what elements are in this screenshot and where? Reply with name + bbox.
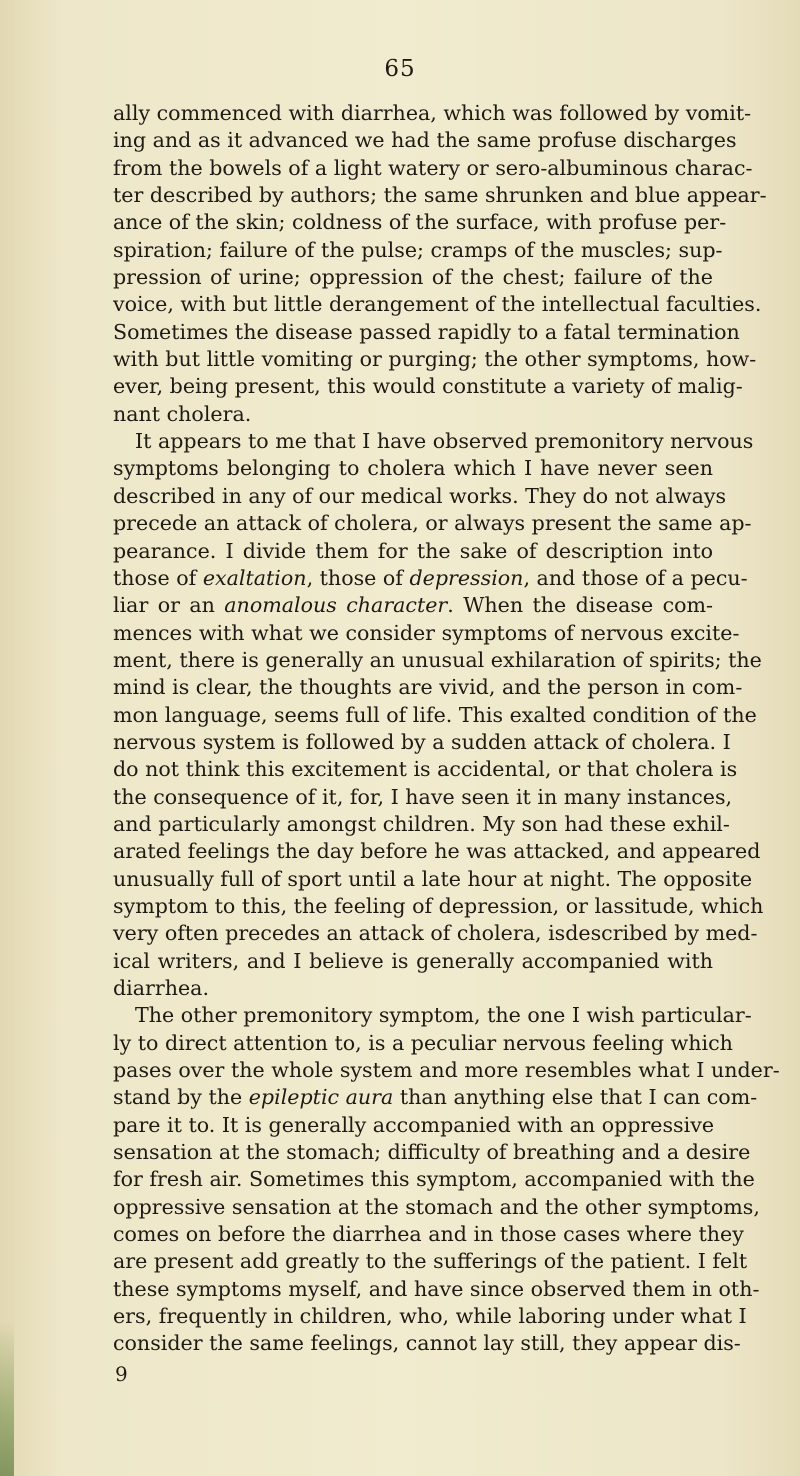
text-line: ing and as it advanced we had the same profuse discharges — [113, 128, 737, 153]
body-text — [113, 100, 780, 1358]
text-line: nervous system is followed by a sudden attack of cholera. I — [113, 729, 731, 754]
text-line: diarrhea. — [113, 976, 210, 1000]
text-line: symptom to this, the feeling of depression, or lassitude, which — [113, 893, 764, 918]
text-line: described in any of our medical works. They do not always — [113, 483, 727, 508]
text-line: are present add greatly to the sufferings of the patient. I felt — [113, 1249, 748, 1274]
text-line: and particularly amongst children. My son had these exhil- — [113, 811, 730, 836]
text-line: spiration; failure of the pulse; cramps of the muscles; sup- — [113, 237, 723, 262]
text-line: pases over the whole system and more resembles what I under- — [113, 1058, 780, 1083]
text-line: ment, there is generally an unusual exhilaration of spirits; the — [113, 647, 762, 672]
text-line: mon language, seems full of life. This exalted condition of the — [113, 702, 757, 727]
text-line: Sometimes the disease passed rapidly to a fatal termination — [113, 319, 740, 344]
text-line: The other premonitory symptom, the one I wish particular- — [135, 1003, 752, 1028]
text-line: these symptoms myself, and have since observed them in oth- — [113, 1276, 760, 1301]
text-line: ly to direct attention to, is a peculiar nervous feeling which — [113, 1030, 733, 1055]
text-line: consider the same feelings, cannot lay still, they appear dis- — [113, 1331, 741, 1356]
signature-mark: 9 — [115, 1362, 128, 1386]
text-line: liar or an anomalous character. When the disease com- — [113, 593, 713, 618]
text-line: the consequence of it, for, I have seen it in many instances, — [113, 784, 733, 809]
text-line: those of exaltation, those of depression, and those of a pecu- — [113, 565, 748, 590]
text-line: nant cholera. — [113, 401, 252, 426]
page-edge-discoloration — [0, 1320, 14, 1476]
text-line: precede an attack of cholera, or always present the same ap- — [113, 511, 752, 536]
text-line: oppressive sensation at the stomach and the other symptoms, — [113, 1194, 760, 1219]
text-line: for fresh air. Sometimes this symptom, accompanied with the — [113, 1167, 755, 1192]
text-line: do not think this excitement is accidental, or that cholera is — [113, 757, 738, 782]
text-line: from the bowels of a light watery or sero-albuminous charac- — [113, 155, 753, 180]
text-line: ally commenced with diarrhea, which was followed by vomit- — [113, 101, 752, 125]
text-line: pearance. I divide them for the sake of description into — [113, 538, 713, 563]
text-line: ever, being present, this would constitute a variety of malig- — [113, 374, 743, 399]
text-line: mind is clear, the thoughts are vivid, and the person in com- — [113, 675, 743, 700]
text-line: very often precedes an attack of cholera, isdescribed by med- — [113, 921, 758, 946]
text-line: pression of urine; oppression of the chest; failure of the — [113, 265, 713, 290]
text-line: voice, with but little derangement of the intellectual faculties. — [113, 292, 762, 317]
text-line: mences with what we consider symptoms of nervous excite- — [113, 620, 740, 645]
text-line: It appears to me that I have observed premonitory nervous — [135, 429, 754, 454]
text-line: ers, frequently in children, who, while laboring under what I — [113, 1304, 747, 1329]
text-line: ance of the skin; coldness of the surface, with profuse per- — [113, 210, 727, 235]
text-line: symptoms belonging to cholera which I have never seen — [113, 456, 713, 481]
text-line: with but little vomiting or purging; the other symptoms, how- — [113, 347, 757, 372]
text-line: sensation at the stomach; difficulty of breathing and a desire — [113, 1140, 751, 1165]
text-line: ical writers, and I believe is generally accompanied with — [113, 948, 713, 973]
text-line: stand by the epileptic aura than anything else that I can com- — [113, 1085, 758, 1110]
text-line: unusually full of sport until a late hour at night. The opposite — [113, 866, 753, 891]
text-line: pare it to. It is generally accompanied with an oppressive — [113, 1112, 715, 1137]
text-line: arated feelings the day before he was attacked, and appeared — [113, 839, 761, 864]
text-line: ter described by authors; the same shrunken and blue appear- — [113, 183, 767, 208]
page-number: 65 — [384, 56, 416, 82]
text-line: comes on before the diarrhea and in those cases where they — [113, 1222, 744, 1247]
